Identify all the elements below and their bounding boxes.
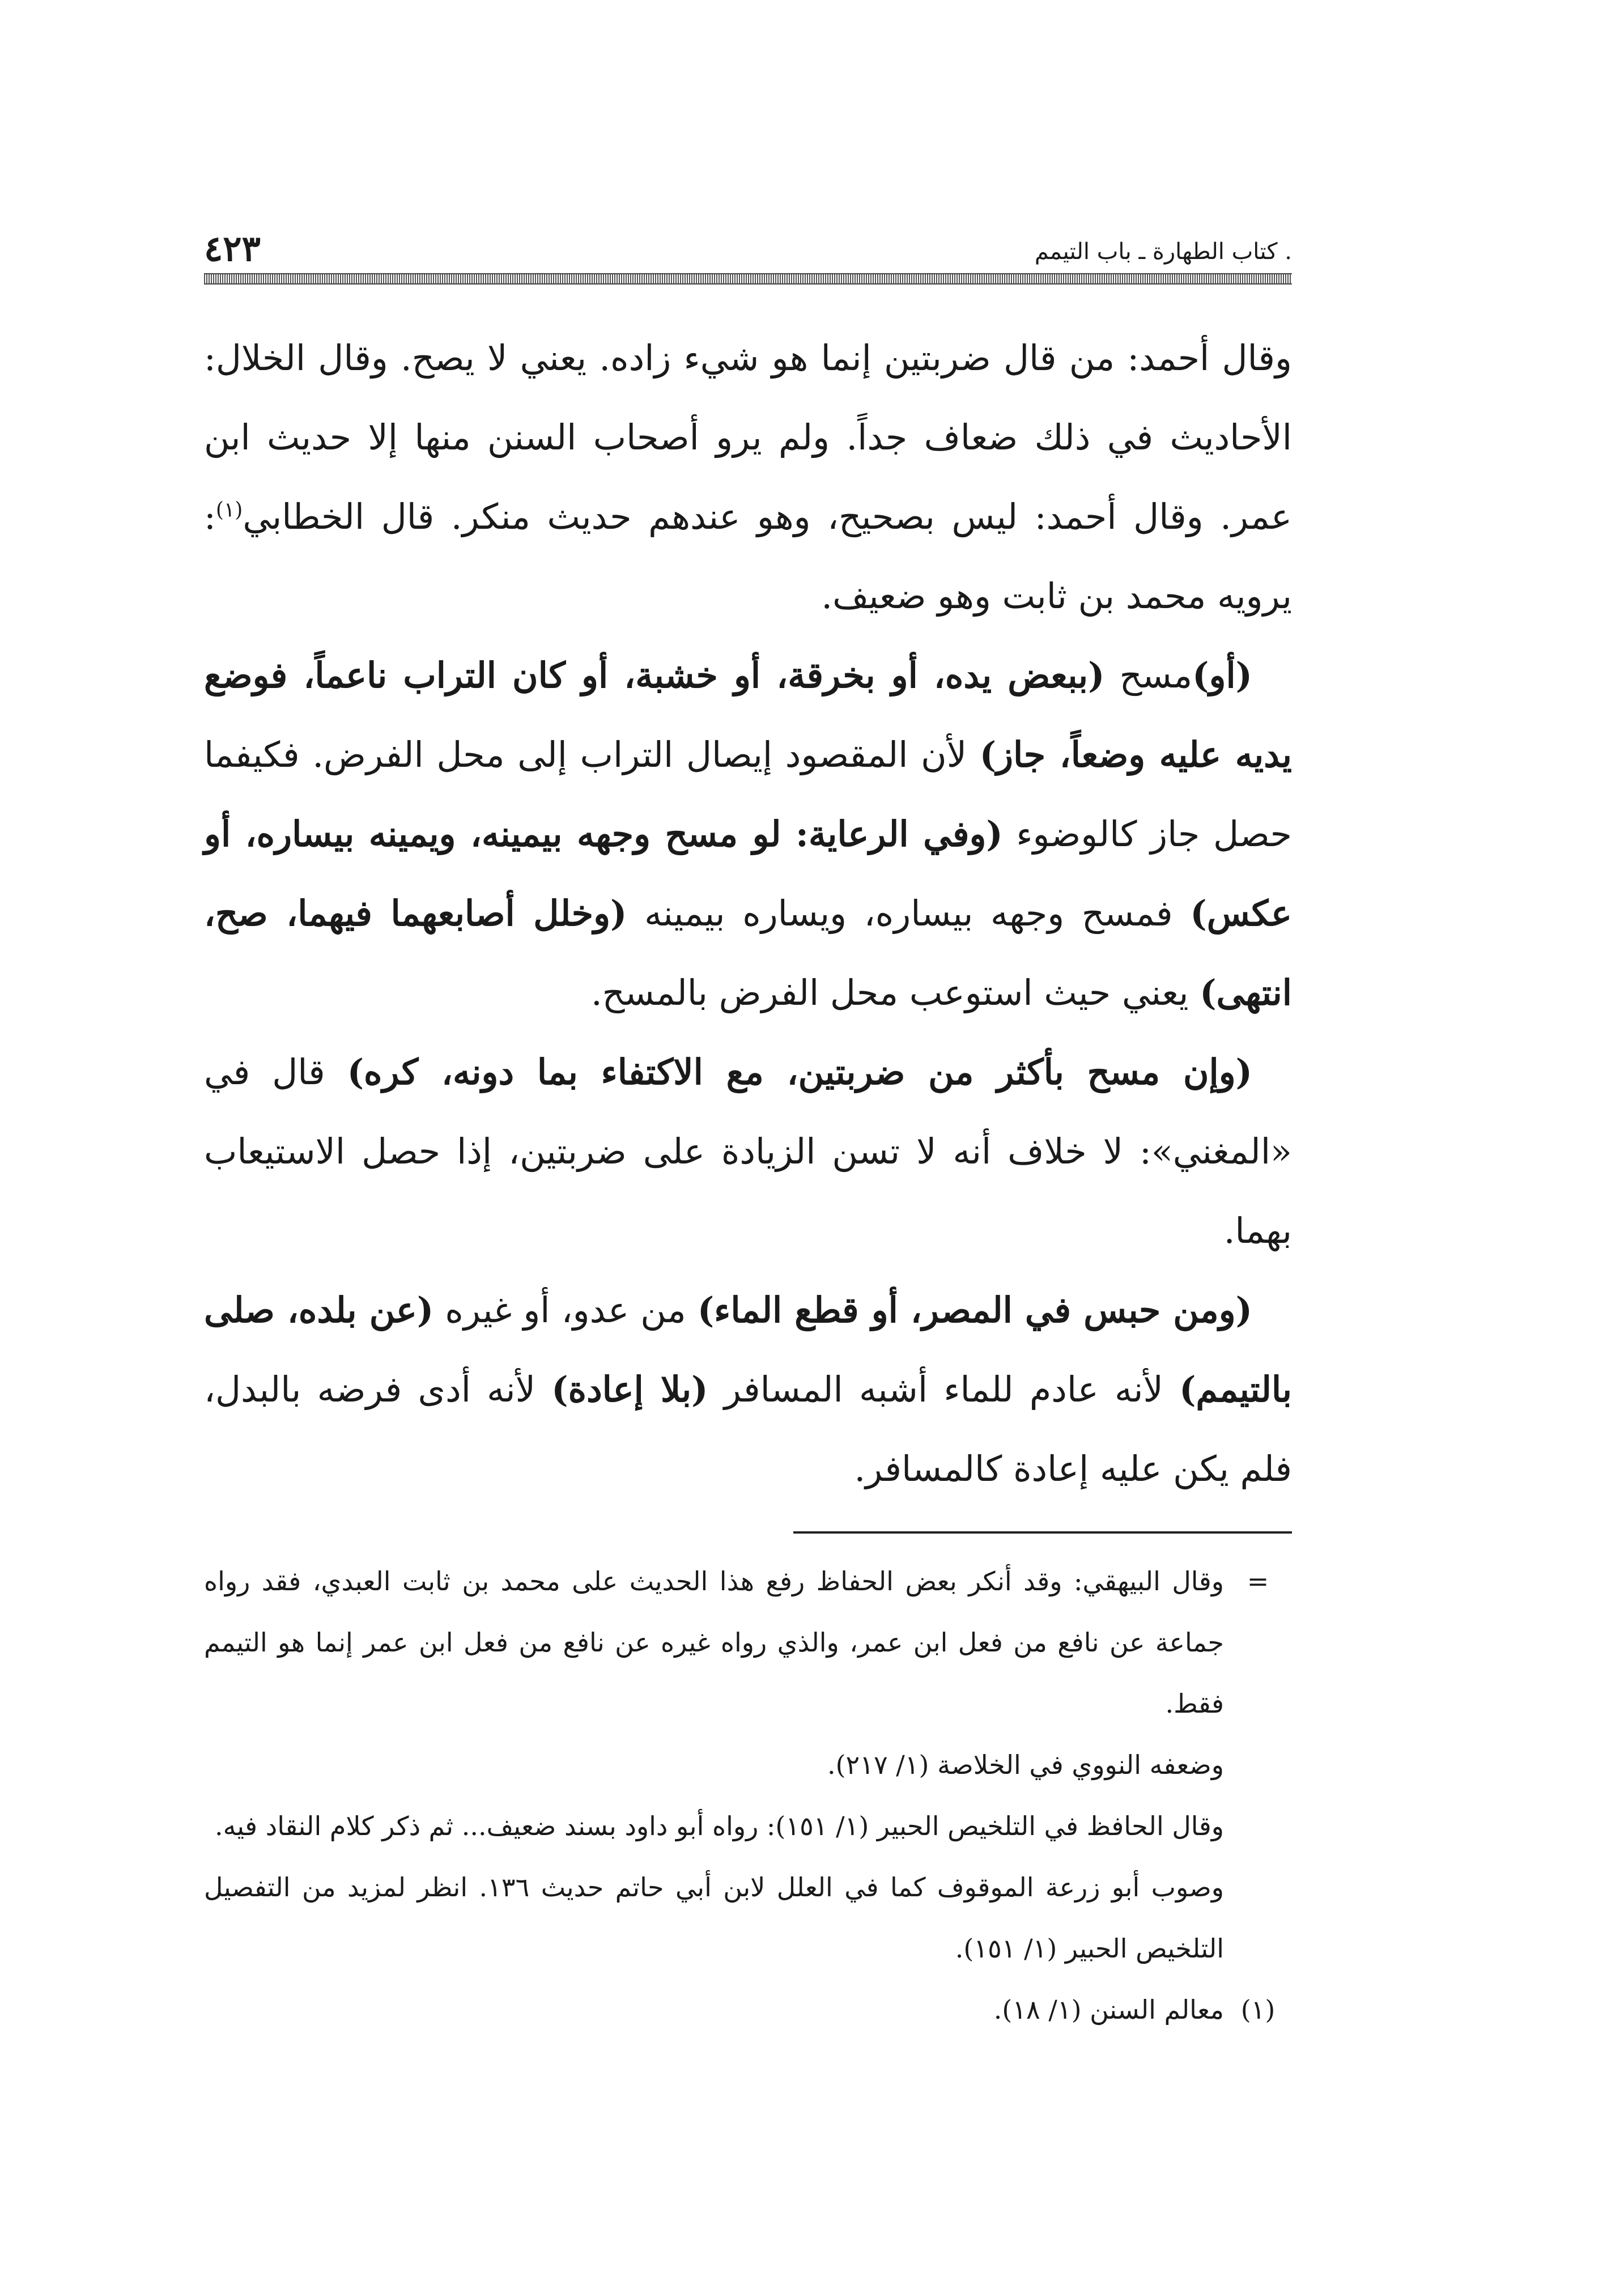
continuation-line-1: وقال البيهقي: وقد أنكر بعض الحفاظ رفع هذا الحديث على محمد بن ثابت العبدي، فقد رواه جماعة عن نافع من فعل ابن عمر، والذي رواه غيره عن نافع من فعل ابن عمر إنما هو التيمم فقط. bbox=[204, 1566, 1224, 1719]
header-title: . كتاب الطهارة ـ باب التيمم bbox=[1034, 239, 1292, 265]
footnote-1-marker: (١) bbox=[1240, 1994, 1276, 2025]
p2-b: (ببعض يده، أو بخرقة، أو خشبة، أو كان التراب ناعماً، فوضع يديه عليه وضعاً، جاز) bbox=[204, 655, 1292, 775]
paragraph-1-end: : يرويه محمد بن ثابت وهو ضعيف. bbox=[204, 496, 1292, 617]
continuation-line-3: وقال الحافظ في التلخيص الحبير (١/ ١٥١): رواه أبو داود بسند ضعيف... ثم ذكر كلام النقاد فيه. bbox=[215, 1811, 1224, 1841]
p2-open: (أو) bbox=[1192, 655, 1253, 696]
continuation-marker: = bbox=[1247, 1566, 1269, 1596]
footnote-ref-1: (١) bbox=[215, 498, 243, 522]
page-number: ٤٢٣ bbox=[204, 228, 261, 269]
p2-e: فمسح وجهه بيساره، ويساره بيمينه bbox=[627, 893, 1191, 934]
p2-f: (وخلل أصابعهما فيهما، صح، انتهى) bbox=[204, 893, 1292, 1013]
p2-c: لأن المقصود إيصال التراب إلى محل الفرض. فكيفما حصل جاز كالوضوء bbox=[204, 734, 1293, 855]
p2-d: (وفي الرعاية: لو مسح وجهه بيمينه، ويمينه بيساره، أو عكس) bbox=[204, 813, 1292, 934]
p4-d: لأنه عادم للماء أشبه المسافر bbox=[708, 1369, 1180, 1410]
running-header bbox=[204, 215, 1292, 269]
p4-b: من عدو، أو غيره bbox=[433, 1289, 698, 1331]
paragraph-3 bbox=[204, 1033, 1292, 1271]
paragraph-1-text: وقال أحمد: من قال ضربتين إنما هو شيء زاده. يعني لا يصح. وقال الخلال: الأحاديث في ذلك ضعاف جداً. ولم يرو أصحاب السنن منها إلا حديث ابن عمر. وقال أحمد: ليس بصحيح، وهو عندهم حديث منكر. قال الخطابي bbox=[204, 337, 1292, 537]
p4-e: (بلا إعادة) bbox=[551, 1369, 708, 1410]
continuation-body bbox=[204, 1551, 1224, 1979]
footnote-continuation bbox=[204, 1551, 1292, 1979]
p3-a: (وإن مسح بأكثر من ضربتين، مع الاكتفاء بما دونه، كره) bbox=[347, 1051, 1253, 1093]
p3-b: قال في «المغني»: لا خلاف أنه لا تسن الزيادة على ضربتين، إذا حصل الاستيعاب بهما. bbox=[204, 1051, 1292, 1251]
p2-g: يعني حيث استوعب محل الفرض بالمسح. bbox=[590, 972, 1200, 1013]
footnotes bbox=[204, 1551, 1292, 2040]
book-page bbox=[204, 215, 1292, 2142]
continuation-line-4: وصوب أبو زرعة الموقوف كما في العلل لابن أبي حاتم حديث ١٣٦. انظر لمزيد من التفصيل التلخيص الحبير (١/ ١٥١). bbox=[204, 1872, 1224, 1964]
p4-c: (عن بلده، صلى بالتيمم) bbox=[204, 1289, 1292, 1410]
paragraph-2 bbox=[204, 636, 1292, 1033]
footnote-1-text: معالم السنن (١/ ١٨). bbox=[993, 1994, 1224, 2025]
paragraph-4 bbox=[204, 1271, 1292, 1509]
p2-a: مسح bbox=[1104, 655, 1193, 696]
footnote-separator bbox=[793, 1531, 1292, 1534]
continuation-line-2: وضعفه النووي في الخلاصة (١/ ٢١٧). bbox=[827, 1750, 1224, 1780]
footnote-1 bbox=[204, 1979, 1292, 2040]
p4-f: لأنه أدى فرضه بالبدل، فلم يكن عليه إعادة كالمسافر. bbox=[204, 1369, 1292, 1489]
p4-a: (ومن حبس في المصر، أو قطع الماء) bbox=[697, 1289, 1252, 1331]
header-rule bbox=[204, 273, 1292, 284]
main-text bbox=[204, 319, 1292, 1509]
paragraph-1 bbox=[204, 319, 1292, 636]
